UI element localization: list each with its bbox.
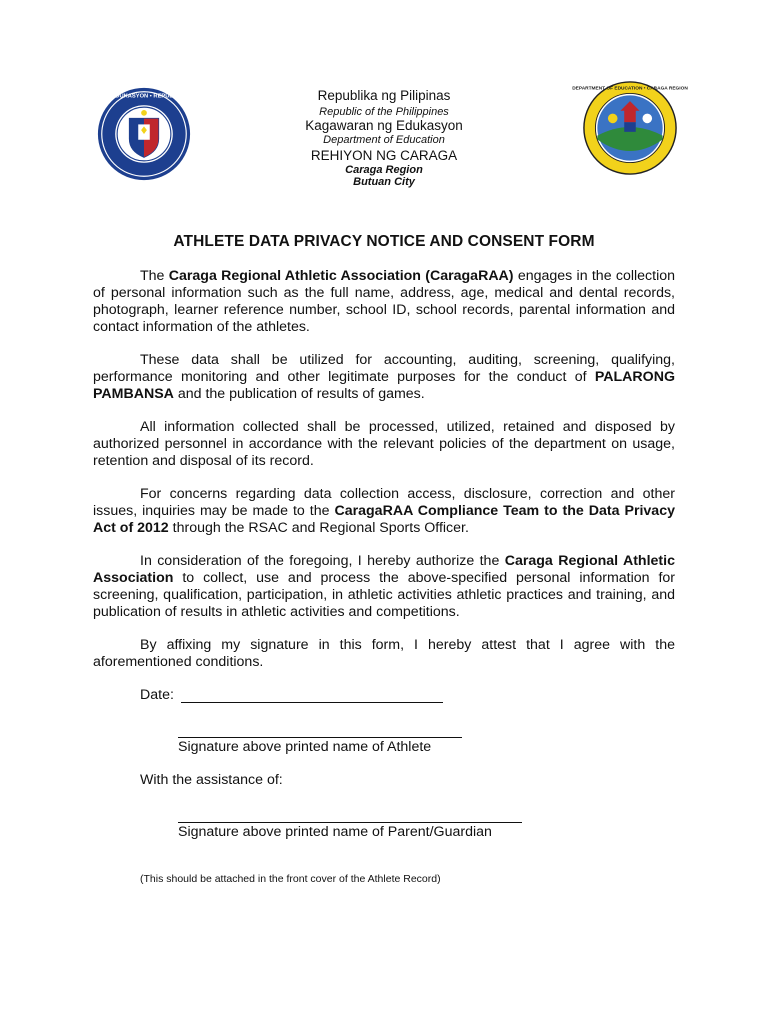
header-country-en: Republic of the Philippines xyxy=(319,105,449,118)
athlete-signature-label: Signature above printed name of Athlete xyxy=(178,739,432,755)
athlete-signature-line[interactable] xyxy=(178,737,462,738)
assistance-label: With the assistance of: xyxy=(140,772,283,788)
date-blank-line[interactable] xyxy=(181,688,443,703)
paragraph-usage: These data shall be utilized for accounting, auditing, screening, qualifying, performance monitoring and other legitimate purposes for the conduct of PALARONG PAMBANSA and the publication of results of games. xyxy=(93,352,675,402)
header-region-en: Caraga Region xyxy=(345,163,423,176)
guardian-signature-label: Signature above printed name of Parent/Guardian xyxy=(178,824,492,840)
header-department-ph: Kagawaran ng Edukasyon xyxy=(305,118,463,134)
paragraph-attestation: By affixing my signature in this form, I hereby attest that I agree with the aforementioned conditions. xyxy=(93,637,675,670)
guardian-signature-line[interactable] xyxy=(178,822,522,823)
header-department-en: Department of Education xyxy=(323,133,445,146)
deped-seal-text: KAGAWARAN NG EDUKASYON • REPUBLIKA NG PILIPINAS xyxy=(61,93,227,100)
deped-seal-logo xyxy=(61,86,227,182)
form-body xyxy=(93,268,675,687)
deped-caraga-seal-text: DEPARTMENT OF EDUCATION • CARAGA REGION xyxy=(572,86,688,92)
paragraph-authorization: In consideration of the foregoing, I hereby authorize the Caraga Regional Athletic Association to collect, use and process the above-specified personal information for screening, qualification, participation, in athletic activities athletic practices and training, and publication of results in athletic activities and competitions. xyxy=(93,553,675,620)
date-label: Date: xyxy=(140,687,174,703)
document-header xyxy=(200,88,568,189)
paragraph-retention: All information collected shall be processed, utilized, retained and disposed by authorized personnel in accordance with the relevant policies of the department on usage, retention and disposal of its record. xyxy=(93,419,675,469)
deped-caraga-seal-logo xyxy=(572,80,688,176)
paragraph-concerns: For concerns regarding data collection access, disclosure, correction and other issues, inquiries may be made to the CaragaRAA Compliance Team to the Data Privacy Act of 2012 through the RSAC and Regional Sports Officer. xyxy=(93,486,675,536)
header-city: Butuan City xyxy=(353,176,415,189)
paragraph-purpose: The Caraga Regional Athletic Association (CaragaRAA) engages in the collection of personal information such as the full name, address, age, medical and dental records, photograph, learner reference number, school ID, school records, parental information and contact information of the athletes. xyxy=(93,268,676,335)
header-country-ph: Republika ng Pilipinas xyxy=(317,88,451,103)
date-field[interactable] xyxy=(140,687,443,703)
header-region-ph: REHIYON NG CARAGA xyxy=(310,148,458,164)
attachment-footnote: (This should be attached in the front cover of the Athlete Record) xyxy=(140,873,441,885)
form-title: ATHLETE DATA PRIVACY NOTICE AND CONSENT FORM xyxy=(173,233,595,250)
